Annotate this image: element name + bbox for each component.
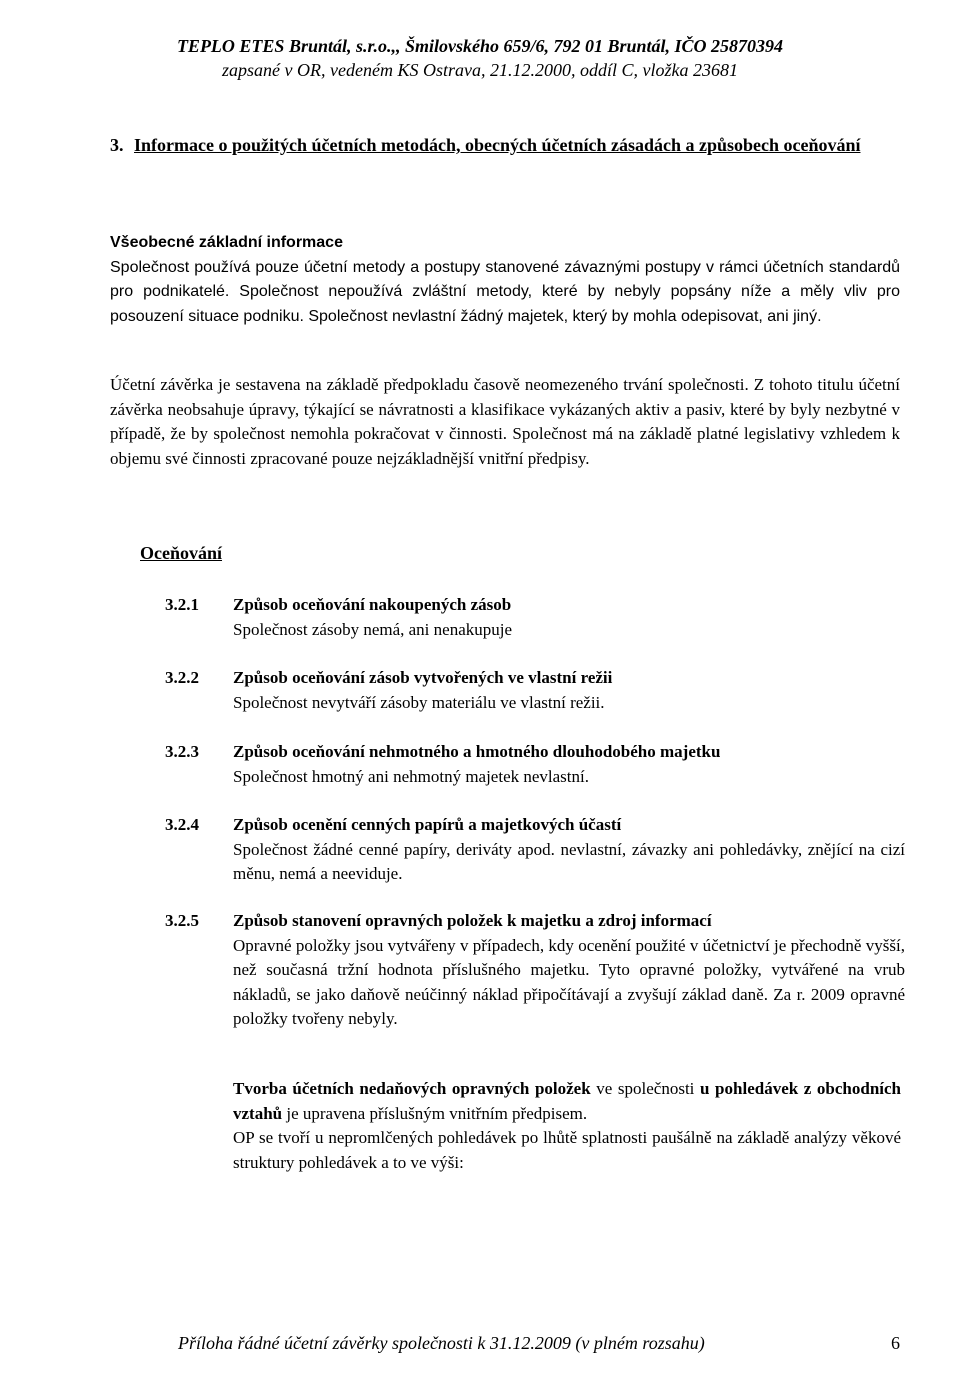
company-header-line2: zapsané v OR, vedeném KS Ostrava, 21.12.2000, oddíl C, vložka 23681 xyxy=(222,60,738,80)
op-text: OP se tvoří u nepromlčených pohledávek po lhůtě splatnosti paušálně na základě analýzy věkové struktury pohledávek a to ve výši: xyxy=(233,1128,901,1172)
item-number: 3.2.3 xyxy=(165,742,199,761)
section-number: 3. xyxy=(110,135,124,155)
footer-text: Příloha řádné účetní závěrky společnosti k 31.12.2009 (v plném rozsahu) xyxy=(178,1333,705,1353)
valuation-item xyxy=(165,666,905,715)
item-number: 3.2.4 xyxy=(165,815,199,834)
item-text: Společnost nevytváří zásoby materiálu ve vlastní režii. xyxy=(233,692,605,712)
item-text: Společnost žádné cenné papíry, deriváty apod. nevlastní, závazky ani pohledávky, znějící na cizí měnu, nemá a neeviduje. xyxy=(233,839,905,883)
item-number: 3.2.2 xyxy=(165,668,199,687)
item-title: Způsob oceňování nakoupených zásob xyxy=(233,595,512,614)
item-number: 3.2.1 xyxy=(165,595,199,614)
section-title xyxy=(110,133,910,158)
page-footer xyxy=(178,1333,900,1354)
closing-basis-text: Účetní závěrka je sestavena na základě předpokladu časově neomezeného trvání společnosti. Z tohoto titulu účetní závěrka neobsahuje úpravy, týkající se návratnosti a klasifikace vykázaných aktiv a pasiv, které by byly nezbytné v případě, že by společnost nemohla pokračovat v činnosti. Společnost má na základě platné legislativy vzhledem k objemu své činnosti zpracované pouze nejzákladnější vnitřní předpisy. xyxy=(110,375,900,468)
company-header-line1: TEPLO ETES Bruntál, s.r.o.,, Šmilovského 659/6, 792 01 Bruntál, IČO 25870394 xyxy=(176,36,784,56)
provisions-paragraph xyxy=(233,1077,901,1175)
item-text: Společnost hmotný ani nehmotný majetek nevlastní. xyxy=(233,766,589,786)
page-number: 6 xyxy=(891,1333,900,1353)
item-title: Způsob oceňování zásob vytvořených ve vlastní režii xyxy=(233,668,613,687)
closing-basis-paragraph xyxy=(110,373,900,471)
item-number: 3.2.5 xyxy=(165,911,199,930)
item-text: Společnost zásoby nemá, ani nenakupuje xyxy=(233,619,513,639)
item-title: Způsob ocenění cenných papírů a majetkových účastí xyxy=(233,815,622,834)
valuation-heading: Oceňování xyxy=(140,543,223,563)
valuation-item xyxy=(165,740,905,789)
general-info-text: Společnost používá pouze účetní metody a postupy stanovené závaznými postupy v rámci účetních standardů pro podnikatelé. Společnost nepoužívá zvláštní metody, které by nebyly popsány níže a měly vliv pro posouzení situace podniku. Společnost nevlastní žádný majetek, který by mohla odepisovat, ani jiný. xyxy=(110,258,900,325)
general-info-block xyxy=(110,231,900,329)
valuation-item xyxy=(165,593,905,642)
provisions-end: je upravena příslušným vnitřním předpisem. xyxy=(286,1103,588,1123)
provisions-bold-1: Tvorba účetních nedaňových opravných položek xyxy=(233,1079,591,1098)
provisions-text xyxy=(233,1077,901,1126)
item-title: Způsob stanovení opravných položek k majetku a zdroj informací xyxy=(233,911,712,930)
company-header xyxy=(0,34,960,82)
item-title: Způsob oceňování nehmotného a hmotného dlouhodobého majetku xyxy=(233,742,721,761)
valuation-item xyxy=(165,813,905,887)
provisions-mid: ve společnosti xyxy=(596,1079,695,1098)
general-info-heading: Všeobecné základní informace xyxy=(110,234,343,251)
section-title-text: Informace o použitých účetních metodách, obecných účetních zásadách a způsobech oceňování xyxy=(134,135,861,155)
provisions-bold-2: u pohledávek z obchodních vztahů xyxy=(233,1079,902,1123)
item-text: Opravné položky jsou vytvářeny v případech, kdy ocenění použité v účetnictví je přechodně vyšší, než současná tržní hodnota příslušného majetku. Tyto opravné položky, vytvářené na vrub nákladů, se jako daňově neúčinný náklad připočítávají a zvyšují základ daně. Za r. 2009 opravné položky tvořeny nebyly. xyxy=(233,935,905,1028)
valuation-item xyxy=(165,909,905,1032)
